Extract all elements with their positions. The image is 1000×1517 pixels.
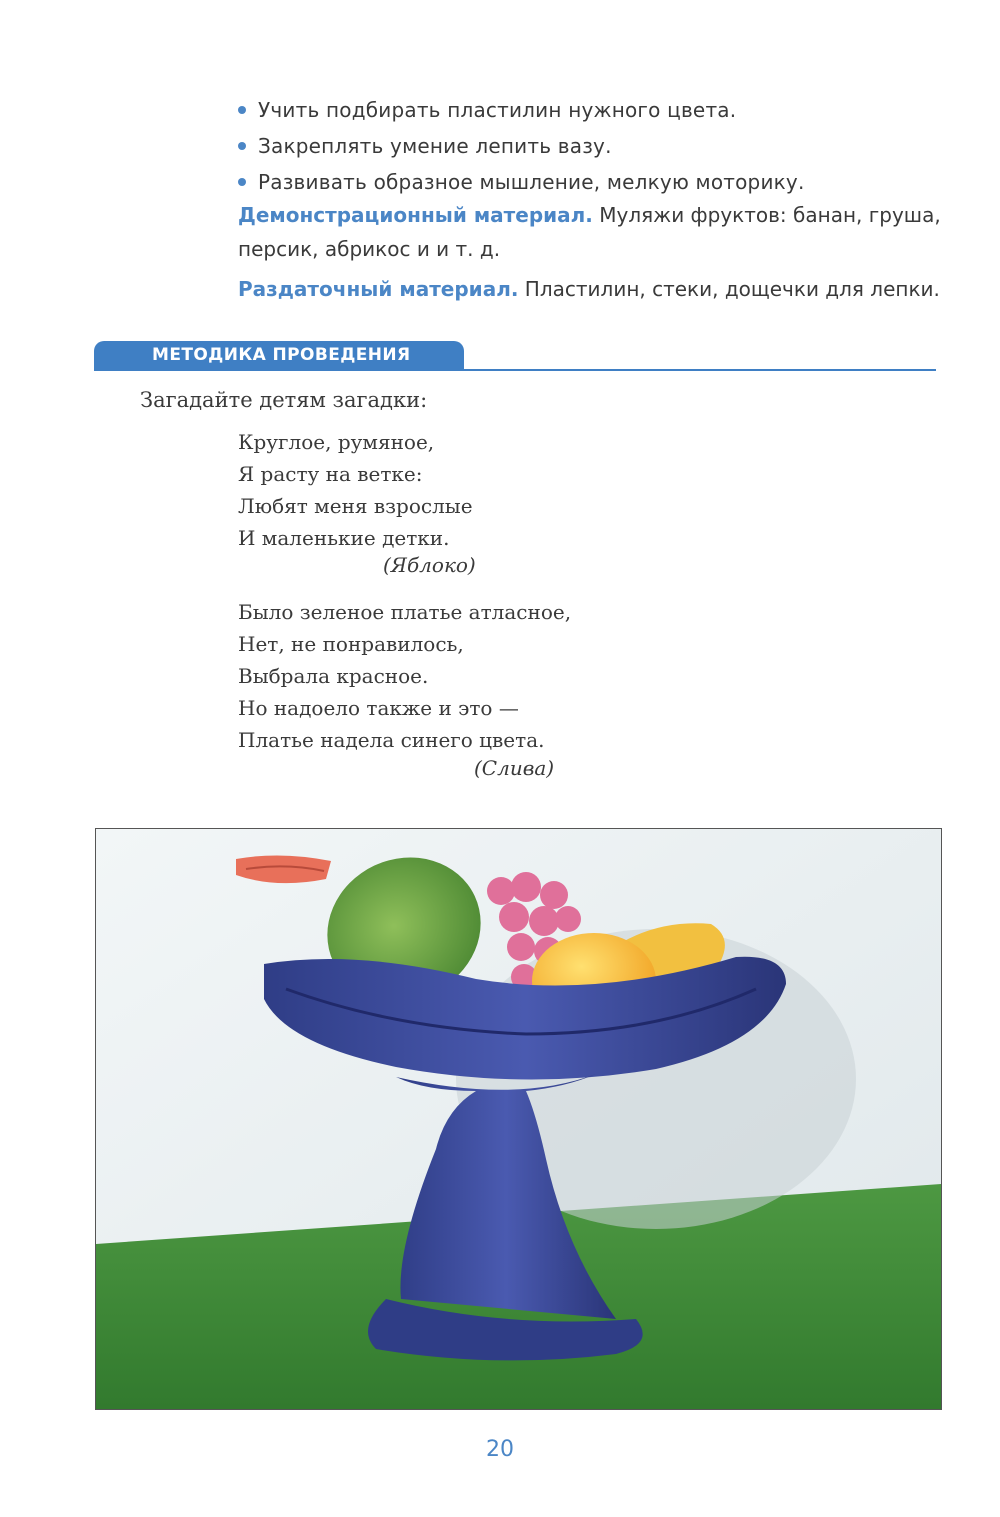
- intro-text: Загадайте детям загадки:: [140, 388, 428, 412]
- fruit-vase-photo: [95, 828, 942, 1410]
- handout-material-paragraph: [238, 272, 958, 306]
- section-header: [94, 341, 464, 371]
- riddle-answer: (Яблоко): [383, 553, 476, 577]
- demo-material-text: Муляжи фруктов: банан, груша, персик, абрикос и и т. д.: [238, 203, 941, 261]
- riddle-line: Нет, не понравилось,: [238, 632, 464, 656]
- riddle-line: Но надоело также и это —: [238, 696, 519, 720]
- page-number: 20: [486, 1437, 514, 1462]
- riddle-line: Я расту на ветке:: [238, 462, 423, 486]
- section-title: МЕТОДИКА ПРОВЕДЕНИЯ: [152, 345, 411, 365]
- goal-item: Учить подбирать пластилин нужного цвета.: [238, 92, 958, 128]
- riddle-line: Платье надела синего цвета.: [238, 728, 545, 752]
- bullet-icon: [238, 106, 246, 114]
- bullet-icon: [238, 142, 246, 150]
- riddle-line: Любят меня взрослые: [238, 494, 473, 518]
- riddle-line: Выбрала красное.: [238, 664, 429, 688]
- goal-item: Закреплять умение лепить вазу.: [238, 128, 958, 164]
- riddle-line: Круглое, румяное,: [238, 430, 435, 454]
- riddle-line: И маленькие детки.: [238, 526, 450, 550]
- handout-material-label: Раздаточный материал.: [238, 277, 519, 301]
- handout-material-text: Пластилин, стеки, дощечки для лепки.: [518, 277, 940, 301]
- demo-material-label: Демонстрационный материал.: [238, 203, 593, 227]
- section-divider: [94, 369, 936, 371]
- riddle-line: Было зеленое платье атласное,: [238, 600, 572, 624]
- riddle-plum: [238, 596, 571, 756]
- goals-list: [238, 92, 958, 200]
- riddle-apple: [238, 426, 473, 554]
- bullet-icon: [238, 178, 246, 186]
- goal-item: Развивать образное мышление, мелкую моторику.: [238, 164, 958, 200]
- riddle-answer: (Слива): [474, 756, 555, 780]
- demo-material-paragraph: [238, 198, 958, 266]
